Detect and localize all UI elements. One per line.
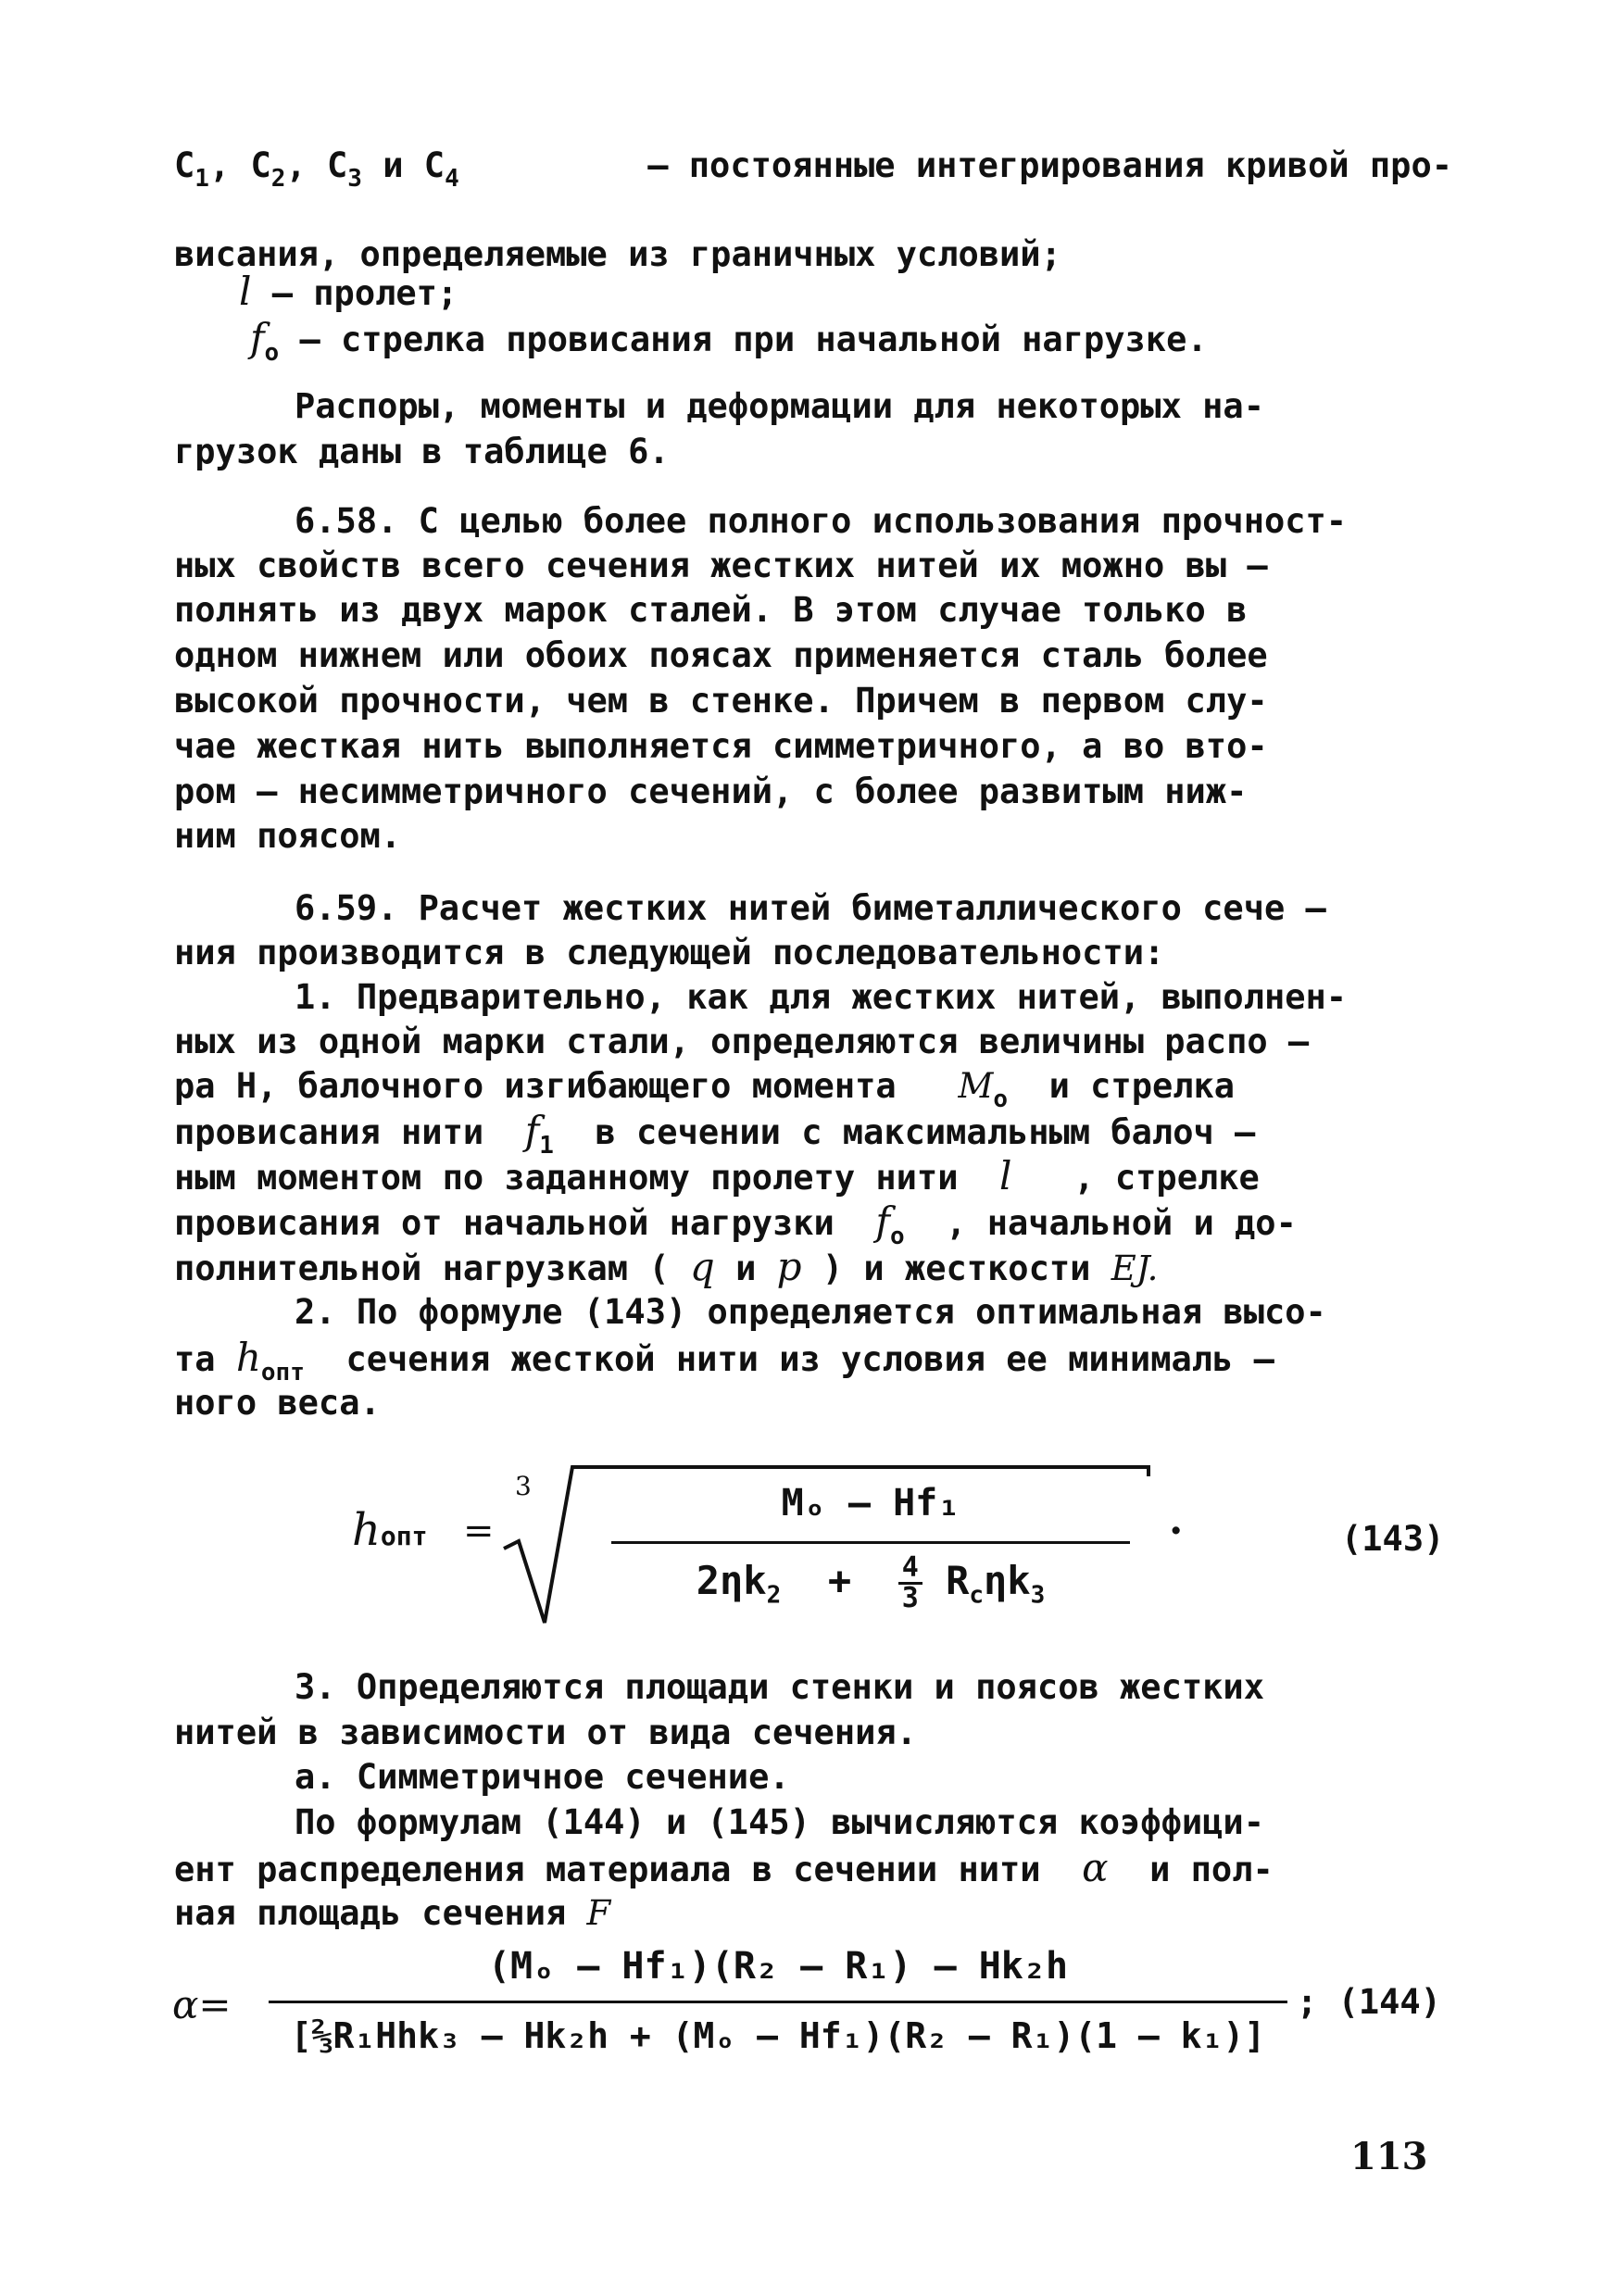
eq143-label: (143): [1341, 1519, 1445, 1559]
text-line: $C_1$, $C_2$, $C_3$ и $C_4$ – постоянные интегрирования кривой про-: [174, 144, 1452, 200]
text-line: ных свойств всего сечения жестких нитей их можно вы –: [174, 546, 1268, 585]
constants-list: $C_1$, $C_2$, $C_3$ и $C_4$: [174, 145, 459, 193]
text-line: провисания от начальной нагрузки $f_o$ , начальной и до-: [174, 1198, 1297, 1250]
text-line: чае жесткая нить выполняется симметричного, а во вто-: [174, 726, 1268, 766]
text-line: ром – несимметричного сечений, с более развитым ниж-: [174, 772, 1248, 811]
eq143-equals: =: [463, 1510, 495, 1552]
root-index: 3: [515, 1471, 532, 1501]
section-6-58: 6.58. С целью более полного использования прочност-: [295, 501, 1348, 541]
text-line: ра Н, балочного изгибающего момента $M_o$ и стрелка: [174, 1066, 1236, 1113]
section-6-59: 6.59. Расчет жестких нитей биметаллического сече –: [295, 888, 1326, 928]
text-line: одном нижнем или обоих поясах применяется сталь более: [174, 635, 1268, 675]
text-line: полнять из двух марок сталей. В этом случае только в: [174, 590, 1248, 630]
eq144-denominator: [⅔R₁Hhk₃ – Hk₂h + (Mₒ – Hf₁)(R₂ – R₁)(1 – k₁)]: [290, 2015, 1266, 2056]
text-line: ным моментом по заданному пролету нити l , стрелке: [174, 1153, 1260, 1198]
text-line: висания, определяемые из граничных условий;: [174, 234, 1061, 274]
text-line: полнительной нагрузкам ( q и p ) и жесткости EJ.: [174, 1244, 1159, 1289]
eq144-fraction-bar: [269, 2001, 1287, 2003]
text-line: ных из одной марки стали, определяются величины распо –: [174, 1022, 1310, 1061]
eq143-lhs: hопт: [352, 1504, 428, 1556]
text-line: ним поясом.: [174, 816, 402, 856]
step-1: 1. Предварительно, как для жестких нитей, выполнен-: [295, 977, 1348, 1017]
eq144-numerator: (Mₒ – Hf₁)(R₂ – R₁) – Hk₂h: [487, 1945, 1069, 1988]
span-definition: l – пролет;: [239, 269, 458, 314]
text-line: нитей в зависимости от вида сечения.: [174, 1713, 917, 1752]
eq144-lhs: α=: [172, 1982, 232, 2027]
text-line: ного веса.: [174, 1383, 381, 1423]
eq143-numerator: Mₒ – Hf₁: [781, 1482, 960, 1524]
eq144-label: ; (144): [1297, 1982, 1441, 2022]
step-3: 3. Определяются площади стенки и поясов жестких: [295, 1667, 1264, 1707]
sag-definition: $f_o$ – стрелка провисания при начальной нагрузке.: [250, 315, 1208, 367]
text-line: провисания нити $f_1$ в сечении с максимальным балоч –: [174, 1108, 1256, 1160]
eq143-denominator: $2\eta k_2$ + $\frac{4}{3}$ $R_c\eta k_3$: [696, 1551, 1046, 1614]
step-2: 2. По формуле (143) определяется оптимальная высо-: [295, 1292, 1326, 1332]
text-line: та $h_{опт}$ сечения жесткой нити из условия ее минималь –: [174, 1335, 1274, 1386]
subsection-a: а. Симметричное сечение.: [295, 1757, 790, 1797]
text-line: ния производится в следующей последовательности:: [174, 933, 1165, 972]
text-line: ент распределения материала в сечении нити α и пол-: [174, 1845, 1274, 1890]
eq143-dot: .: [1169, 1497, 1184, 1544]
page-number: 113: [1350, 2135, 1428, 2178]
text-line: грузок даны в таблице 6.: [174, 432, 670, 471]
text-line: По формулам (144) и (145) вычисляются коэффици-: [295, 1802, 1264, 1842]
text-line: высокой прочности, чем в стенке. Причем в первом слу-: [174, 681, 1268, 721]
text-line: Распоры, моменты и деформации для некоторых на-: [295, 386, 1264, 426]
eq143-fraction-bar: [611, 1541, 1130, 1544]
text-line: ная площадь сечения F: [174, 1893, 611, 1933]
